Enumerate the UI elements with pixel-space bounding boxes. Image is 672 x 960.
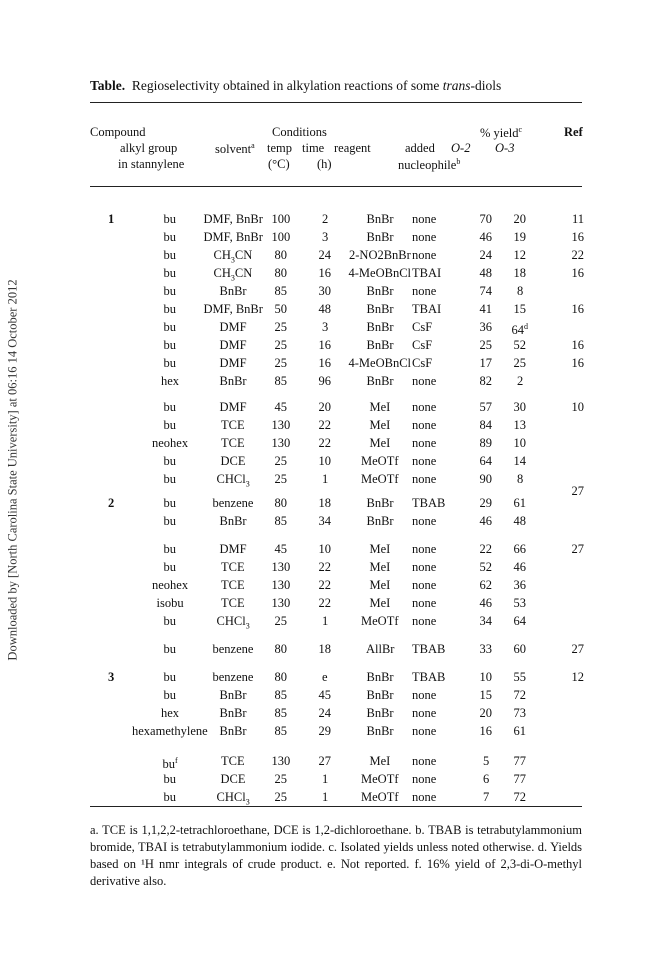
cell-alkyl: bu bbox=[163, 248, 176, 262]
cell-time: 22 bbox=[318, 418, 331, 432]
cell-temp: 130 bbox=[271, 754, 291, 768]
cell-nucleophile: none bbox=[412, 472, 437, 486]
cell-o2: 84 bbox=[479, 418, 492, 432]
cell-o2: 16 bbox=[479, 724, 492, 738]
cell-temp: 85 bbox=[274, 374, 287, 388]
table-caption-text: Regioselectivity obtained in alkylation reactions of some bbox=[131, 78, 443, 93]
cell-o2: 15 bbox=[479, 688, 492, 702]
cell-o2: 82 bbox=[479, 374, 492, 388]
cell-temp: 85 bbox=[274, 706, 287, 720]
cell-nucleophile: none bbox=[412, 578, 437, 592]
header-compound: Compound bbox=[90, 125, 146, 139]
cell-reagent: 2-NO2BnBr bbox=[349, 248, 411, 262]
cell-reagent: MeOTf bbox=[361, 472, 399, 486]
cell-o2: 33 bbox=[479, 642, 492, 656]
cell-solvent: CHCl$_3$ bbox=[216, 472, 250, 489]
cell-time: 48 bbox=[318, 302, 331, 316]
cell-time: 1 bbox=[322, 772, 329, 786]
cell-o2: 25 bbox=[479, 338, 492, 352]
cell-nucleophile: CsF bbox=[412, 356, 433, 370]
cell-nucleophile: none bbox=[412, 688, 437, 702]
download-watermark-text: Downloaded by [North Carolina State University] at 06:16 14 October 2012 bbox=[5, 279, 20, 661]
cell-time: 22 bbox=[318, 596, 331, 610]
table-footnotes bbox=[90, 822, 582, 890]
cell-nucleophile: none bbox=[412, 436, 437, 450]
cell-o2: 6 bbox=[483, 772, 490, 786]
cell-alkyl: bu bbox=[163, 514, 176, 528]
cell-time: 24 bbox=[318, 706, 331, 720]
cell-alkyl: hex bbox=[161, 374, 180, 388]
cell-o3: 8 bbox=[517, 284, 524, 298]
cell-alkyl: bu bbox=[163, 356, 176, 370]
cell-temp: 80 bbox=[274, 642, 287, 656]
cell-nucleophile: TBAB bbox=[412, 642, 446, 656]
cell-alkyl: bu bbox=[163, 614, 176, 628]
cell-reagent: BnBr bbox=[366, 212, 394, 226]
cell-time: 1 bbox=[322, 790, 329, 804]
cell-alkyl: bu bbox=[163, 230, 176, 244]
cell-nucleophile: none bbox=[412, 230, 437, 244]
cell-solvent: TCE bbox=[221, 578, 245, 592]
cell-o2: 70 bbox=[479, 212, 492, 226]
cell-temp: 80 bbox=[274, 266, 287, 280]
footnote-c: c. Isolated yields unless noted otherwise. bbox=[328, 840, 535, 854]
header-yield bbox=[480, 125, 522, 141]
cell-solvent: DMF, BnBr bbox=[203, 212, 263, 226]
header-solvent bbox=[215, 141, 255, 157]
cell-time: 30 bbox=[318, 284, 331, 298]
cell-solvent: benzene bbox=[212, 642, 254, 656]
cell-o2: 52 bbox=[479, 560, 492, 574]
cell-alkyl: bu bbox=[163, 642, 176, 656]
cell-nucleophile: TBAI bbox=[412, 302, 442, 316]
cell-ref: 22 bbox=[571, 248, 584, 262]
header-yield-footnote: c bbox=[518, 125, 523, 134]
header-ref: Ref bbox=[564, 125, 583, 139]
cell-o3: 60 bbox=[513, 642, 526, 656]
cell-alkyl: bu bbox=[163, 284, 176, 298]
cell-reagent: MeI bbox=[369, 400, 391, 414]
cell-temp: 50 bbox=[274, 302, 287, 316]
cell-o3: 53 bbox=[513, 596, 526, 610]
cell-o3: 61 bbox=[513, 496, 526, 510]
cell-solvent: CHCl$_3$ bbox=[216, 614, 250, 631]
cell-solvent: DMF bbox=[219, 356, 247, 370]
cell-temp: 80 bbox=[274, 496, 287, 510]
cell-alkyl: bu bbox=[163, 496, 176, 510]
cell-alkyl: hex bbox=[161, 706, 180, 720]
cell-o2: 62 bbox=[479, 578, 492, 592]
cell-alkyl: bu bbox=[163, 302, 176, 316]
cell-time: 3 bbox=[322, 320, 329, 334]
header-alkyl-group: alkyl group bbox=[120, 141, 178, 155]
cell-o2: 46 bbox=[479, 596, 492, 610]
cell-o2: 22 bbox=[479, 542, 492, 556]
cell-o2: 10 bbox=[479, 670, 492, 684]
cell-nucleophile: none bbox=[412, 400, 437, 414]
cell-ref: 12 bbox=[571, 670, 584, 684]
cell-reagent: 4-MeOBnCl bbox=[348, 356, 411, 370]
cell-solvent: BnBr bbox=[219, 374, 247, 388]
cell-time: 2 bbox=[322, 212, 329, 226]
cell-nucleophile: TBAB bbox=[412, 670, 446, 684]
cell-reagent: MeI bbox=[369, 560, 391, 574]
cell-reagent: BnBr bbox=[366, 688, 394, 702]
cell-o3: 73 bbox=[513, 706, 526, 720]
cell-time: 1 bbox=[322, 472, 329, 486]
table-caption-label: Table. bbox=[90, 78, 126, 93]
cell-alkyl: hexamethylene bbox=[132, 724, 208, 738]
cell-o3: 2 bbox=[517, 374, 524, 388]
cell-o3: 48 bbox=[513, 514, 526, 528]
cell-reagent: BnBr bbox=[366, 724, 394, 738]
cell-temp: 25 bbox=[274, 472, 287, 486]
cell-solvent: $CH_3CN$ bbox=[213, 248, 253, 265]
cell-alkyl: bu bbox=[163, 320, 176, 334]
cell-o2: 7 bbox=[483, 790, 490, 804]
cell-ref: 16 bbox=[571, 338, 584, 352]
cell-temp: 130 bbox=[271, 560, 291, 574]
header-temp: temp bbox=[267, 141, 292, 155]
table-bottom-rule bbox=[90, 806, 582, 807]
cell-solvent: TCE bbox=[221, 418, 245, 432]
cell-temp: 130 bbox=[271, 436, 291, 450]
cell-time: 10 bbox=[318, 454, 331, 468]
cell-o2: 20 bbox=[479, 706, 492, 720]
cell-o3: 72 bbox=[513, 790, 526, 804]
cell-o2: 46 bbox=[479, 514, 492, 528]
cell-nucleophile: none bbox=[412, 614, 437, 628]
cell-o2: 17 bbox=[479, 356, 492, 370]
cell-ref: 27 bbox=[571, 484, 584, 498]
cell-temp: 25 bbox=[274, 772, 287, 786]
cell-o3: 77 bbox=[513, 772, 526, 786]
cell-time: 22 bbox=[318, 436, 331, 450]
cell-o3: 52 bbox=[513, 338, 526, 352]
cell-temp: 130 bbox=[271, 578, 291, 592]
cell-alkyl: bu bbox=[163, 790, 176, 804]
cell-ref: 16 bbox=[571, 356, 584, 370]
cell-reagent: MeI bbox=[369, 596, 391, 610]
cell-nucleophile: TBAI bbox=[412, 266, 442, 280]
cell-nucleophile: none bbox=[412, 374, 437, 388]
cell-time: 29 bbox=[318, 724, 331, 738]
cell-o3: 64$^d$ bbox=[511, 322, 528, 338]
cell-compound: 2 bbox=[108, 496, 115, 510]
cell-o2: 36 bbox=[479, 320, 492, 334]
cell-temp: 85 bbox=[274, 284, 287, 298]
cell-time: 3 bbox=[322, 230, 329, 244]
cell-reagent: BnBr bbox=[366, 284, 394, 298]
cell-time: 16 bbox=[318, 338, 331, 352]
cell-nucleophile: none bbox=[412, 284, 437, 298]
footnote-a: a. TCE is 1,1,2,2-tetrachloroethane, DCE is 1,2-dichloroethane. bbox=[90, 823, 412, 837]
cell-o2: 34 bbox=[479, 614, 492, 628]
cell-reagent: BnBr bbox=[366, 302, 394, 316]
cell-solvent: BnBr bbox=[219, 514, 247, 528]
cell-time: 20 bbox=[318, 400, 331, 414]
cell-time: 34 bbox=[318, 514, 331, 528]
table-header-rule bbox=[90, 186, 582, 187]
cell-alkyl: bu bbox=[163, 400, 176, 414]
header-o3: O-3 bbox=[495, 141, 515, 155]
cell-time: 27 bbox=[318, 754, 331, 768]
cell-nucleophile: none bbox=[412, 542, 437, 556]
cell-o3: 55 bbox=[513, 670, 526, 684]
cell-o3: 61 bbox=[513, 724, 526, 738]
cell-o3: 20 bbox=[513, 212, 526, 226]
cell-alkyl: bu bbox=[163, 418, 176, 432]
cell-o2: 64 bbox=[479, 454, 492, 468]
cell-nucleophile: none bbox=[412, 454, 437, 468]
cell-time: e bbox=[322, 670, 328, 684]
cell-alkyl: neohex bbox=[152, 578, 189, 592]
cell-solvent: DMF bbox=[219, 542, 247, 556]
footnote-e: e. Not reported. bbox=[327, 857, 410, 871]
cell-ref: 11 bbox=[572, 212, 585, 226]
cell-temp: 80 bbox=[274, 248, 287, 262]
cell-nucleophile: none bbox=[412, 790, 437, 804]
cell-temp: 100 bbox=[271, 212, 291, 226]
cell-time: 24 bbox=[318, 248, 331, 262]
cell-alkyl: neohex bbox=[152, 436, 189, 450]
cell-o3: 46 bbox=[513, 560, 526, 574]
cell-reagent: BnBr bbox=[366, 706, 394, 720]
header-nucleophile bbox=[398, 157, 460, 173]
cell-solvent: DMF bbox=[219, 400, 247, 414]
cell-solvent: BnBr bbox=[219, 724, 247, 738]
cell-solvent: DMF, BnBr bbox=[203, 302, 263, 316]
cell-temp: 45 bbox=[274, 542, 287, 556]
cell-alkyl: bu bbox=[163, 542, 176, 556]
cell-solvent: benzene bbox=[212, 496, 254, 510]
cell-alkyl: bu bbox=[163, 688, 176, 702]
cell-nucleophile: none bbox=[412, 212, 437, 226]
cell-o3: 66 bbox=[513, 542, 526, 556]
cell-o3: 77 bbox=[513, 754, 526, 768]
cell-alkyl: bu bbox=[163, 212, 176, 226]
cell-time: 96 bbox=[318, 374, 331, 388]
cell-reagent: BnBr bbox=[366, 374, 394, 388]
cell-o2: 24 bbox=[479, 248, 492, 262]
cell-nucleophile: none bbox=[412, 248, 437, 262]
cell-o3: 10 bbox=[513, 436, 526, 450]
cell-o3: 36 bbox=[513, 578, 526, 592]
header-in-stannylene: in stannylene bbox=[118, 157, 185, 171]
cell-nucleophile: TBAB bbox=[412, 496, 446, 510]
header-solvent-label: solvent bbox=[215, 142, 252, 157]
cell-reagent: MeI bbox=[369, 542, 391, 556]
cell-o2: 74 bbox=[479, 284, 492, 298]
cell-solvent: benzene bbox=[212, 670, 254, 684]
cell-solvent: TCE bbox=[221, 560, 245, 574]
cell-o3: 14 bbox=[513, 454, 526, 468]
cell-solvent: DMF bbox=[219, 338, 247, 352]
cell-alkyl: bu bbox=[163, 670, 176, 684]
table-caption-suffix: -diols bbox=[470, 78, 502, 93]
cell-ref: 16 bbox=[571, 230, 584, 244]
header-time: time bbox=[302, 141, 325, 155]
cell-nucleophile: none bbox=[412, 706, 437, 720]
cell-o2: 5 bbox=[483, 754, 490, 768]
header-nucleophile-label: nucleophile bbox=[398, 158, 457, 173]
cell-o3: 18 bbox=[513, 266, 526, 280]
cell-alkyl: bu bbox=[163, 266, 176, 280]
cell-alkyl: isobu bbox=[156, 596, 184, 610]
cell-o3: 8 bbox=[517, 472, 524, 486]
cell-solvent: TCE bbox=[221, 436, 245, 450]
cell-solvent: DMF bbox=[219, 320, 247, 334]
header-o2: O-2 bbox=[451, 141, 471, 155]
cell-reagent: MeOTf bbox=[361, 790, 399, 804]
cell-temp: 100 bbox=[271, 230, 291, 244]
download-watermark bbox=[2, 250, 24, 690]
cell-temp: 25 bbox=[274, 356, 287, 370]
cell-reagent: BnBr bbox=[366, 338, 394, 352]
cell-o3: 30 bbox=[513, 400, 526, 414]
header-yield-label: % yield bbox=[480, 126, 519, 141]
cell-reagent: BnBr bbox=[366, 230, 394, 244]
cell-reagent: MeOTf bbox=[361, 772, 399, 786]
footnote-d: d. Yields based on ¹H nmr integrals of crude product. bbox=[90, 840, 583, 871]
cell-solvent: DCE bbox=[220, 454, 246, 468]
cell-time: 18 bbox=[318, 496, 331, 510]
cell-temp: 45 bbox=[274, 400, 287, 414]
cell-o3: 25 bbox=[513, 356, 526, 370]
cell-solvent: DCE bbox=[220, 772, 246, 786]
header-added: added bbox=[405, 141, 435, 155]
cell-solvent: TCE bbox=[221, 754, 245, 768]
cell-reagent: MeOTf bbox=[361, 614, 399, 628]
cell-nucleophile: CsF bbox=[412, 320, 433, 334]
header-solvent-footnote: a bbox=[251, 141, 255, 150]
cell-time: 22 bbox=[318, 578, 331, 592]
cell-temp: 85 bbox=[274, 514, 287, 528]
footnote-b: b. TBAB is tetrabutylammonium bromide, TBAI is tetrabutylammonium iodide. bbox=[90, 823, 582, 854]
cell-solvent: BnBr bbox=[219, 284, 247, 298]
cell-reagent: BnBr bbox=[366, 670, 394, 684]
cell-o2: 41 bbox=[479, 302, 492, 316]
cell-o2: 29 bbox=[479, 496, 492, 510]
cell-compound: 3 bbox=[108, 670, 115, 684]
cell-nucleophile: CsF bbox=[412, 338, 433, 352]
cell-o3: 72 bbox=[513, 688, 526, 702]
cell-solvent: CHCl$_3$ bbox=[216, 790, 250, 807]
cell-o2: 57 bbox=[479, 400, 492, 414]
cell-ref: 10 bbox=[571, 400, 584, 414]
cell-time: 45 bbox=[318, 688, 331, 702]
cell-o2: 90 bbox=[479, 472, 492, 486]
cell-solvent: TCE bbox=[221, 596, 245, 610]
cell-temp: 25 bbox=[274, 614, 287, 628]
cell-time: 16 bbox=[318, 266, 331, 280]
cell-temp: 80 bbox=[274, 670, 287, 684]
cell-reagent: BnBr bbox=[366, 514, 394, 528]
cell-temp: 25 bbox=[274, 338, 287, 352]
cell-solvent: BnBr bbox=[219, 688, 247, 702]
cell-nucleophile: none bbox=[412, 560, 437, 574]
cell-o3: 13 bbox=[513, 418, 526, 432]
cell-alkyl: bu bbox=[163, 772, 176, 786]
cell-temp: 25 bbox=[274, 454, 287, 468]
cell-nucleophile: none bbox=[412, 596, 437, 610]
cell-solvent: $CH_3CN$ bbox=[213, 266, 253, 283]
cell-alkyl: bu bbox=[163, 560, 176, 574]
cell-reagent: AllBr bbox=[366, 642, 395, 656]
cell-nucleophile: none bbox=[412, 754, 437, 768]
header-reagent: reagent bbox=[334, 141, 371, 155]
cell-reagent: BnBr bbox=[366, 320, 394, 334]
cell-o3: 15 bbox=[513, 302, 526, 316]
cell-temp: 25 bbox=[274, 320, 287, 334]
cell-alkyl: $bu^f$ bbox=[162, 756, 178, 772]
table-caption-italic: trans bbox=[442, 78, 471, 93]
cell-temp: 25 bbox=[274, 790, 287, 804]
cell-alkyl: bu bbox=[163, 454, 176, 468]
cell-temp: 85 bbox=[274, 688, 287, 702]
cell-reagent: 4-MeOBnCl bbox=[348, 266, 411, 280]
cell-ref: 27 bbox=[571, 642, 584, 656]
cell-o2: 48 bbox=[479, 266, 492, 280]
header-temp-unit: (°C) bbox=[268, 157, 290, 171]
cell-nucleophile: none bbox=[412, 514, 437, 528]
header-time-unit: (h) bbox=[317, 157, 332, 171]
cell-temp: 85 bbox=[274, 724, 287, 738]
cell-time: 18 bbox=[318, 642, 331, 656]
cell-reagent: MeOTf bbox=[361, 454, 399, 468]
cell-ref: 16 bbox=[571, 266, 584, 280]
cell-time: 16 bbox=[318, 356, 331, 370]
table-top-rule bbox=[90, 102, 582, 103]
cell-reagent: MeI bbox=[369, 418, 391, 432]
cell-compound: 1 bbox=[108, 212, 115, 226]
table-caption bbox=[90, 78, 501, 94]
cell-o3: 12 bbox=[513, 248, 526, 262]
cell-time: 22 bbox=[318, 560, 331, 574]
cell-solvent: BnBr bbox=[219, 706, 247, 720]
cell-reagent: MeI bbox=[369, 578, 391, 592]
cell-reagent: MeI bbox=[369, 436, 391, 450]
header-conditions: Conditions bbox=[272, 125, 327, 139]
cell-nucleophile: none bbox=[412, 724, 437, 738]
cell-temp: 130 bbox=[271, 596, 291, 610]
cell-reagent: BnBr bbox=[366, 496, 394, 510]
cell-o2: 46 bbox=[479, 230, 492, 244]
header-nucleophile-footnote: b bbox=[456, 157, 461, 166]
cell-nucleophile: none bbox=[412, 418, 437, 432]
cell-ref: 27 bbox=[571, 542, 584, 556]
cell-time: 1 bbox=[322, 614, 329, 628]
cell-solvent: DMF, BnBr bbox=[203, 230, 263, 244]
cell-ref: 16 bbox=[571, 302, 584, 316]
cell-reagent: MeI bbox=[369, 754, 391, 768]
cell-nucleophile: none bbox=[412, 772, 437, 786]
cell-alkyl: bu bbox=[163, 472, 176, 486]
cell-o2: 89 bbox=[479, 436, 492, 450]
cell-time: 10 bbox=[318, 542, 331, 556]
cell-o3: 19 bbox=[513, 230, 526, 244]
cell-temp: 130 bbox=[271, 418, 291, 432]
cell-o3: 64 bbox=[513, 614, 526, 628]
footnote-f: f. 16% yield of 2,3-di-O-methyl derivative also. bbox=[90, 857, 583, 888]
cell-alkyl: bu bbox=[163, 338, 176, 352]
